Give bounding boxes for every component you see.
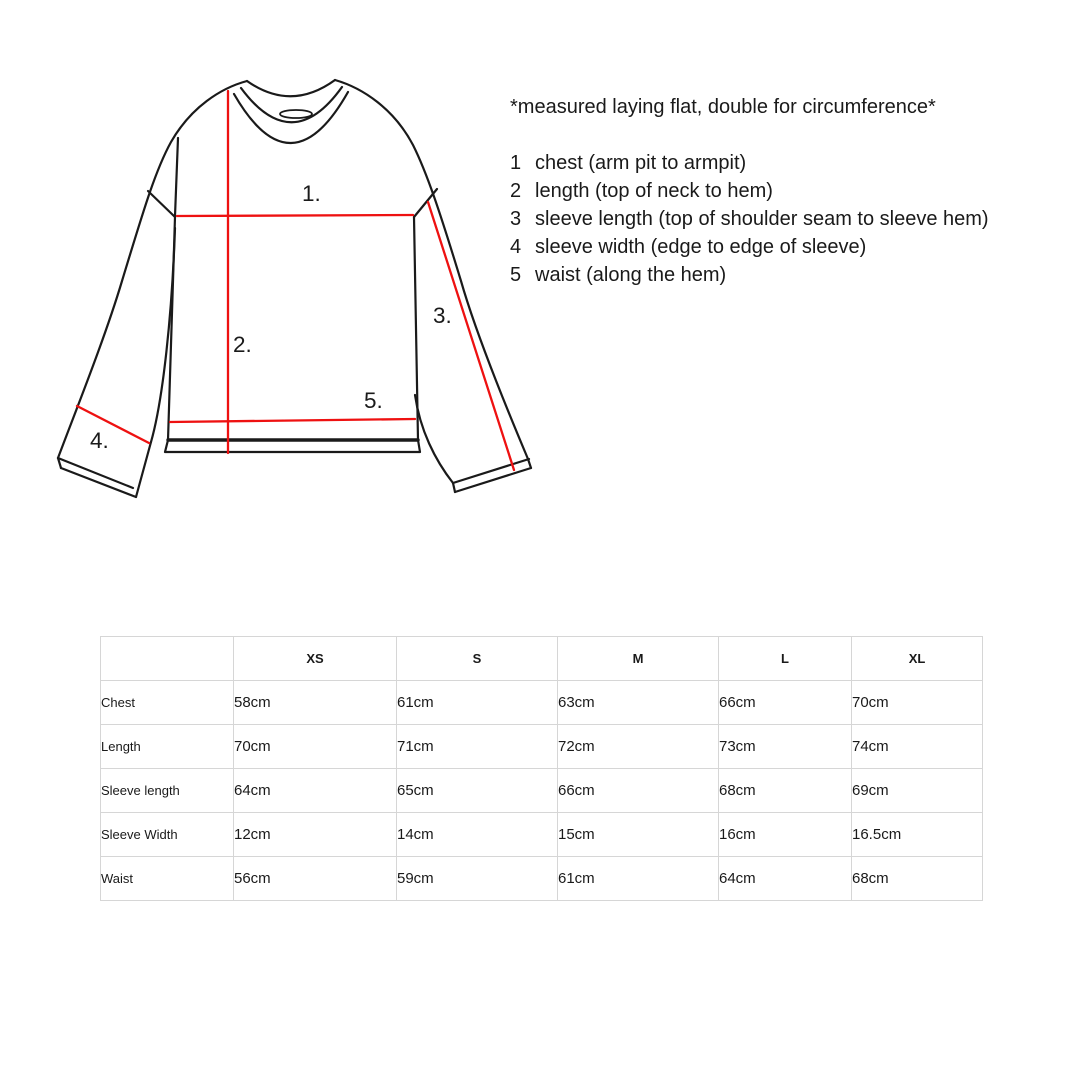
size-table-row [101,681,983,725]
measurement-value-cell: 65cm [397,769,558,813]
note-text: length (top of neck to hem) [535,180,773,202]
note-text: chest (arm pit to armpit) [535,152,747,174]
left-cuff-hem [61,468,136,497]
measure-label-3: 3. [433,303,452,328]
note-item [510,177,989,205]
left-armhole-seam [175,138,178,216]
size-table-row [101,813,983,857]
right-cuff-seam [453,459,529,483]
measurement-value-cell: 72cm [558,725,719,769]
measure-label-4: 4. [90,428,109,453]
measurement-value-cell: 70cm [852,681,983,725]
size-column-header-m: M [558,637,719,681]
garment-outline [58,80,531,497]
measurement-value-cell: 61cm [558,857,719,901]
size-table-row [101,725,983,769]
measurement-value-cell: 61cm [397,681,558,725]
right-sleeve-inner-edge [415,395,453,483]
size-table [100,636,983,901]
size-column-header-xl: XL [852,637,983,681]
note-item [510,205,989,233]
left-cuff-side-edge [136,442,151,497]
measure-label-2: 2. [233,332,252,357]
measurement-row-label: Length [101,725,234,769]
right-cuff-inner-end-edge [453,483,455,492]
size-table-row [101,769,983,813]
right-cuff-hem [455,468,531,492]
measurement-row-label: Sleeve length [101,769,234,813]
note-item [510,233,989,261]
note-text: sleeve width (edge to edge of sleeve) [535,236,867,258]
size-column-header-l: L [719,637,852,681]
note-number: 4 [510,236,522,258]
measurement-row-label: Sleeve Width [101,813,234,857]
size-column-header-s: S [397,637,558,681]
measurement-value-cell: 74cm [852,725,983,769]
note-item [510,149,989,177]
measurement-row-label: Waist [101,857,234,901]
measurement-value-cell: 15cm [558,813,719,857]
corner-cell [101,637,234,681]
measurement-value-cell: 16.5cm [852,813,983,857]
measure-label-1: 1. [302,181,321,206]
chest-measure-line [177,215,413,216]
right-armhole-seam [414,189,437,217]
neck-tag [280,110,312,118]
measurement-value-cell: 68cm [719,769,852,813]
measurement-value-cell: 12cm [234,813,397,857]
left-cuff-seam [58,458,133,488]
sleeve-width-measure-line [77,406,149,443]
back-neckline [247,80,335,96]
size-table-row [101,857,983,901]
notes-header: *measured laying flat, double for circumference* [510,96,936,118]
measurement-value-cell: 71cm [397,725,558,769]
measurement-value-cell: 73cm [719,725,852,769]
measurement-value-cell: 64cm [719,857,852,901]
left-shoulder-sleeve-outer-edge [58,81,247,458]
note-item [510,261,989,289]
measure-label-5: 5. [364,388,383,413]
measurement-value-cell: 68cm [852,857,983,901]
size-table-header-row [101,637,983,681]
measurement-value-cell: 63cm [558,681,719,725]
measurement-lines [77,91,514,470]
note-number: 5 [510,264,522,286]
measurement-value-cell: 70cm [234,725,397,769]
measurement-value-cell: 16cm [719,813,852,857]
measurement-value-cell: 59cm [397,857,558,901]
left-underarm-seam [148,191,175,217]
measurement-value-cell: 58cm [234,681,397,725]
measurement-notes [510,93,989,289]
note-number: 3 [510,208,522,230]
notes-spacer [510,121,989,149]
waist-measure-line [170,419,415,422]
note-number: 1 [510,152,522,174]
measurement-value-cell: 66cm [719,681,852,725]
measurement-row-label: Chest [101,681,234,725]
note-number: 2 [510,180,522,202]
right-cuff-outer-end-edge [528,459,531,468]
hem-band [165,440,420,452]
measurement-labels [90,181,452,453]
note-text: sleeve length (top of shoulder seam to sleeve hem) [535,208,989,230]
size-table-body [101,681,983,901]
measurement-value-cell: 66cm [558,769,719,813]
measurement-value-cell: 69cm [852,769,983,813]
measurement-value-cell: 64cm [234,769,397,813]
size-column-header-xs: XS [234,637,397,681]
measurement-value-cell: 14cm [397,813,558,857]
measurement-value-cell: 56cm [234,857,397,901]
sleeve-length-measure-line [428,202,514,470]
note-text: waist (along the hem) [535,264,727,286]
